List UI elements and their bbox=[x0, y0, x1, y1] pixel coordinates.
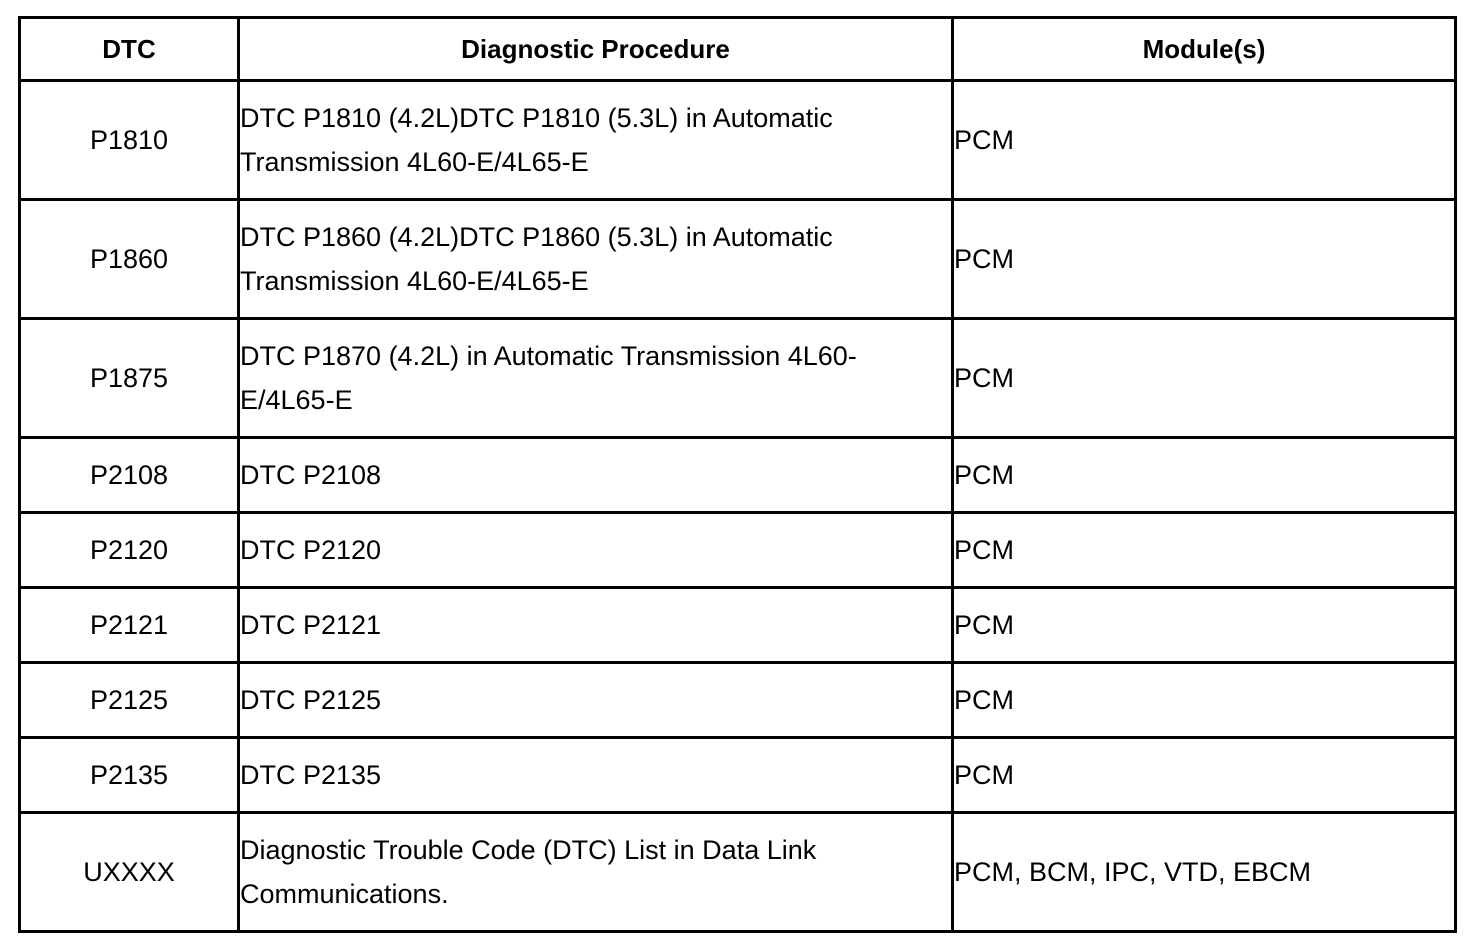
procedure-cell: Diagnostic Trouble Code (DTC) List in Data Link Communications. bbox=[239, 813, 953, 932]
dtc-code-cell: UXXXX bbox=[20, 813, 239, 932]
procedure-cell: DTC P1870 (4.2L) in Automatic Transmission 4L60-E/4L65-E bbox=[239, 319, 953, 438]
procedure-cell: DTC P2121 bbox=[239, 588, 953, 663]
table-row bbox=[20, 319, 1456, 438]
dtc-code-cell: P2120 bbox=[20, 513, 239, 588]
table-header-row bbox=[20, 18, 1456, 81]
dtc-code-cell: P1810 bbox=[20, 81, 239, 200]
dtc-code-cell: P1860 bbox=[20, 200, 239, 319]
table-row bbox=[20, 438, 1456, 513]
modules-cell: PCM bbox=[953, 319, 1456, 438]
procedure-cell: DTC P2108 bbox=[239, 438, 953, 513]
dtc-code-cell: P2135 bbox=[20, 738, 239, 813]
table-row bbox=[20, 200, 1456, 319]
procedure-cell: DTC P2120 bbox=[239, 513, 953, 588]
table-row bbox=[20, 738, 1456, 813]
procedure-cell: DTC P1860 (4.2L)DTC P1860 (5.3L) in Automatic Transmission 4L60-E/4L65-E bbox=[239, 200, 953, 319]
modules-cell: PCM bbox=[953, 663, 1456, 738]
dtc-code-cell: P2108 bbox=[20, 438, 239, 513]
table-row bbox=[20, 813, 1456, 932]
procedure-cell: DTC P1810 (4.2L)DTC P1810 (5.3L) in Automatic Transmission 4L60-E/4L65-E bbox=[239, 81, 953, 200]
dtc-code-cell: P1875 bbox=[20, 319, 239, 438]
modules-cell: PCM bbox=[953, 588, 1456, 663]
table-row bbox=[20, 588, 1456, 663]
header-dtc: DTC bbox=[20, 18, 239, 81]
dtc-code-cell: P2125 bbox=[20, 663, 239, 738]
modules-cell: PCM bbox=[953, 200, 1456, 319]
modules-cell: PCM bbox=[953, 438, 1456, 513]
procedure-cell: DTC P2125 bbox=[239, 663, 953, 738]
dtc-code-cell: P2121 bbox=[20, 588, 239, 663]
table-row bbox=[20, 81, 1456, 200]
procedure-cell: DTC P2135 bbox=[239, 738, 953, 813]
modules-cell: PCM bbox=[953, 738, 1456, 813]
header-modules: Module(s) bbox=[953, 18, 1456, 81]
modules-cell: PCM bbox=[953, 81, 1456, 200]
modules-cell: PCM, BCM, IPC, VTD, EBCM bbox=[953, 813, 1456, 932]
dtc-table bbox=[18, 16, 1457, 933]
header-diagnostic-procedure: Diagnostic Procedure bbox=[239, 18, 953, 81]
modules-cell: PCM bbox=[953, 513, 1456, 588]
table-row bbox=[20, 663, 1456, 738]
table-row bbox=[20, 513, 1456, 588]
